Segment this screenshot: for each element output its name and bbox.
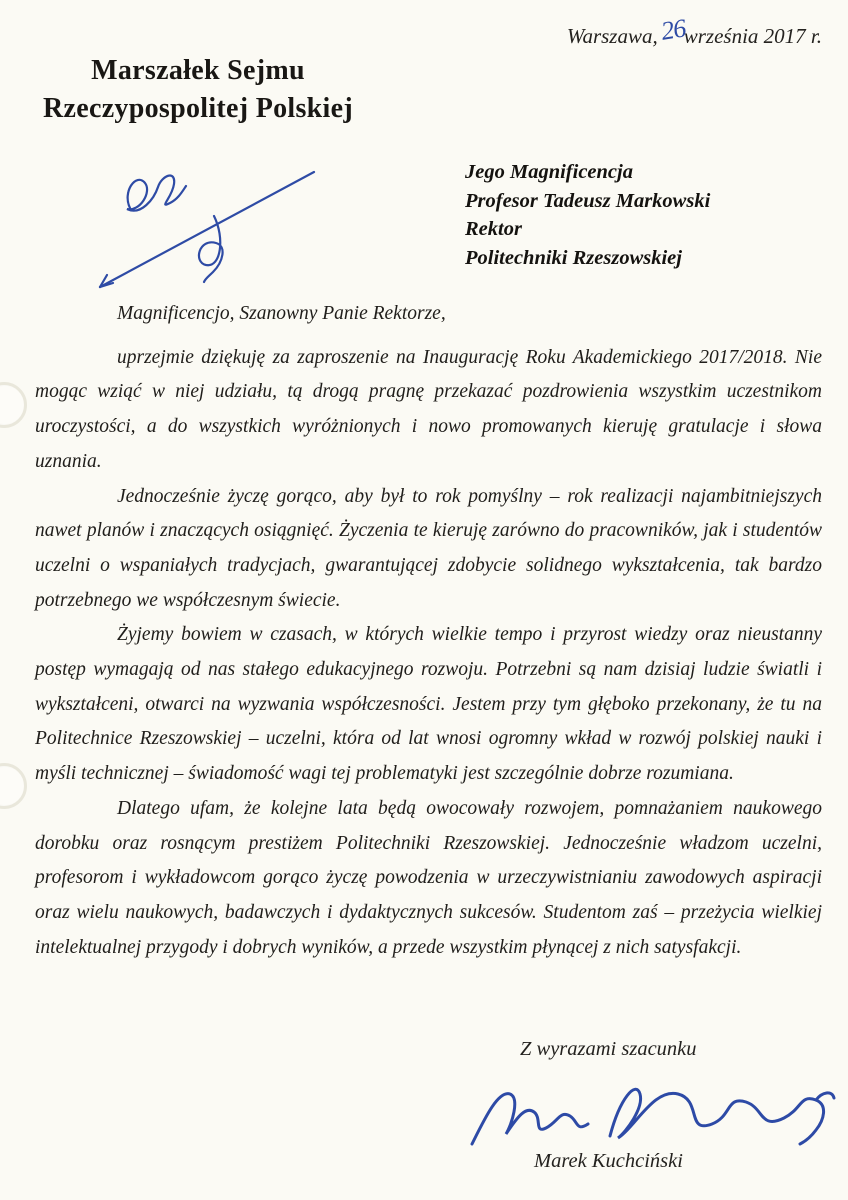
recipient-line: Jego Magnificencja	[465, 161, 633, 183]
salutation: Magnificencjo, Szanowny Panie Rektorze,	[117, 303, 446, 324]
paragraph: uprzejmie dziękuję za zaproszenie na Inaugurację Roku Akademickiego 2017/2018. Nie mogąc wziąć w niej udziału, tą drogą pragnę przekazać pozdrowienia wszystkim uczestnikom uroczystości, a do wszystkich wyróżnionych i nowo promowanych kieruję gratulacje i słowa uznania.	[35, 346, 822, 472]
letterhead-line1: Marszałek Sejmu	[91, 55, 305, 86]
dateline-city: Warszawa,	[566, 24, 658, 48]
paragraph: Jednocześnie życzę gorąco, aby był to rok pomyślny – rok realizacji najambitniejszych nawet planów i znaczących osiągnięć. Życzenia te kieruję zarówno do pracowników, jak i studentów uczelni o wspaniałych tradycjach, gwarantującej zdobycie solidnego wykształcenia, tak bardzo potrzebnego we współczesnym świecie.	[35, 485, 822, 611]
handwritten-day: 26	[658, 13, 687, 46]
recipient-line: Rektor	[465, 218, 522, 240]
signature-name: Marek Kuchciński	[534, 1150, 683, 1172]
letterhead	[30, 52, 366, 128]
dateline	[566, 13, 822, 50]
paragraph: Dlatego ufam, że kolejne lata będą owocowały rozwojem, pomnażaniem naukowego dorobku oraz rosnącym prestiżem Politechniki Rzeszowskiej. Jednocześnie władzom uczelni, profesorom i wykładowcom gorąco życzę powodzenia w urzeczywistnianiu zawodowych aspiracji oraz wielu naukowych, badawczych i dydaktycznych sukcesów. Studentom zaś – przeżycia wielkiej intelektualnej przygody i dobrych wyników, a przede wszystkim płynącej z nich satysfakcji.	[35, 797, 822, 958]
recipient-line: Politechniki Rzeszowskiej	[465, 246, 682, 269]
dateline-rest: września 2017 r.	[683, 24, 822, 48]
letterhead-line2: Rzeczypospolitej Polskiej	[43, 93, 353, 124]
punch-hole-shadow	[0, 763, 27, 809]
recipient-block	[465, 158, 710, 272]
letter-body	[35, 297, 822, 965]
punch-hole-shadow	[0, 382, 27, 428]
paragraph: Żyjemy bowiem w czasach, w których wielkie tempo i przyrost wiedzy oraz nieustanny postęp wymagają od nas stałego edukacyjnego rozwoju. Potrzebni są nam dzisiaj ludzie światli i wykształceni, otwarci na wyzwania współczesności. Jestem przy tym głęboko przekonany, że tu na Politechnice Rzeszowskiej – uczelni, która od lat wnosi ogromny wkład w rozwój polskiej nauki i myśli technicznej – świadomość wagi tej problematyki jest szczególnie dobrze rozumiana.	[35, 624, 822, 785]
handwritten-initials-mark	[92, 146, 322, 296]
recipient-line: Profesor Tadeusz Markowski	[465, 189, 711, 212]
signoff: Z wyrazami szacunku	[520, 1038, 697, 1060]
